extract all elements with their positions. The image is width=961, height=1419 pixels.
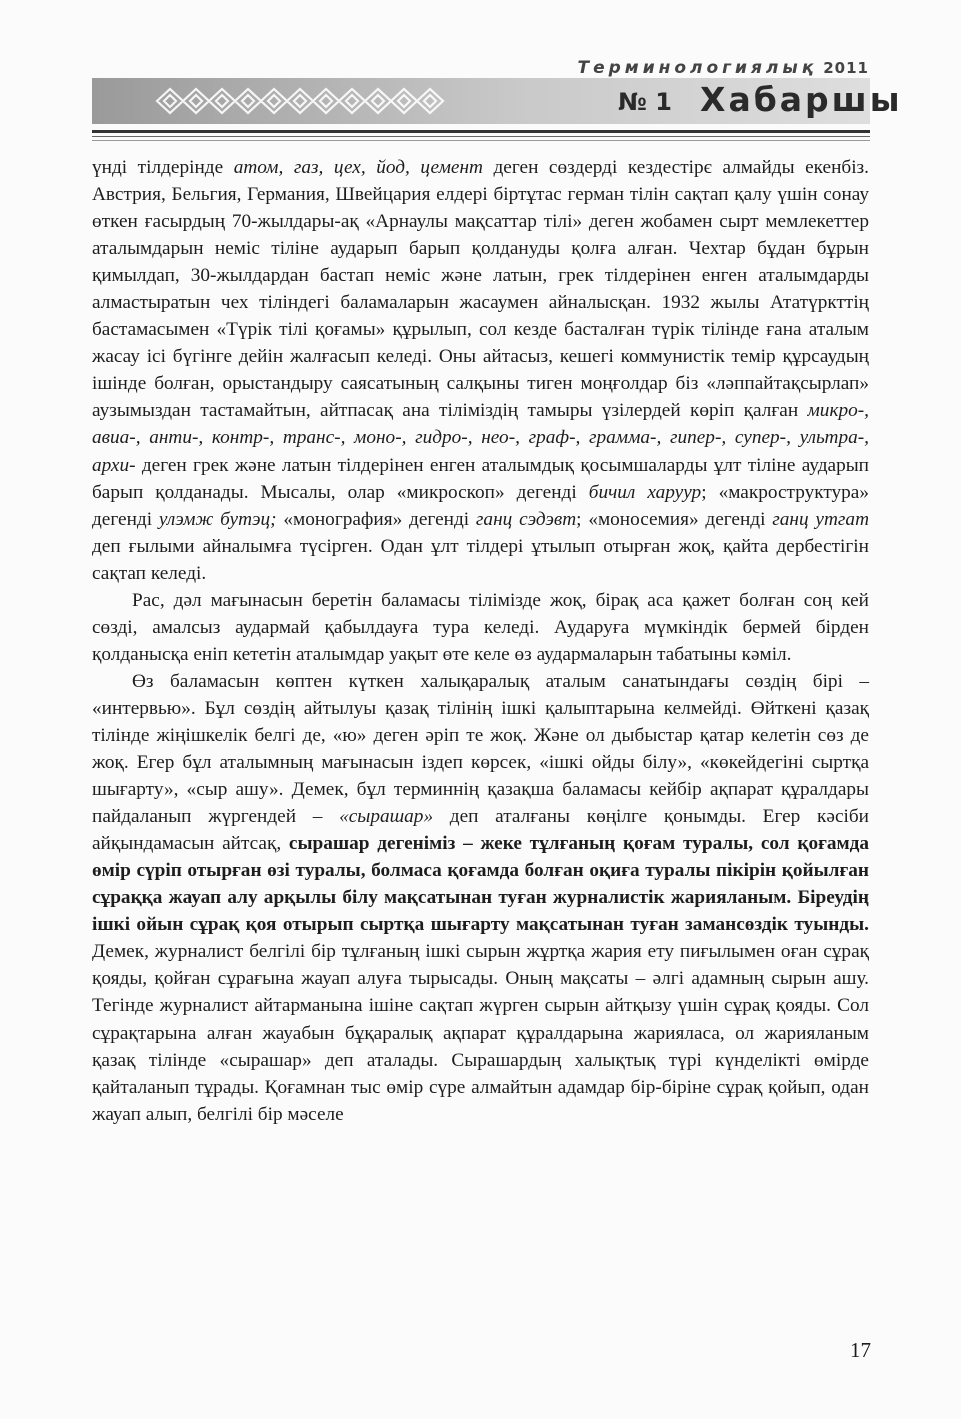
text-run: Өз баламасын көптен күткен халықаралық аталым санатындағы сөздің бірі – «интервью». Бұл сөздің айтылуы қазақ тілінің ішкі қалыптарына келмейді. Өйткені қазақ тілінде жіңішкелік белгі де, «ю» деген әріп те жоқ. Және ол дыбыстар қатар келетін сөз де жоқ. Егер бұл аталымның мағынасын іздеп көрсек, «ішкі ойды білу», «көкейдегіні сыртқа шығарту», «сыр ашу». Демек, бұл терминнің қазақша баламасы кейбір ақпарат құралдары пайдаланып жүргендей – [92,670,869,828]
text-run: «монография» дегенді [276,508,476,530]
journal-title-top [578,58,869,78]
header-rule [92,130,870,133]
text-run: деген сөздерді кездестірє алмайды екенбіз. Австрия, Бельгия, Германия, Швейцария елдері біртұтас герман тілін сақтап қалу үшін сонау өткен ғасырдың 70-жылдары-ақ «Арнаулы мақсаттар тілі» деген жобамен сырт мемлекеттер аталымдарын неміс тіліне аударып барып қолдануды қолға алған. Чехтар бұдан бұрын қимылдап, 30-жылдардан бастап неміс және латын, грек тілдерінен енген аталымдарды алмастыратын чех тіліндегі баламаларын жасаумен айналысқан. 1932 жылы Ататүркттің бастамасымен «Түрік тілі қоғамы» құрылып, сол кезде басталған түрік тілінде ғана аталым жасау ісі бүгінге дейін жалғасып келеді. Оны айтасыз, кешегі коммунистік темір құрсаудың ішінде болған, орыстандыру саясатының салқыны тиген моңғолдар біз «ләппайтақсырлап» аузымыздан тастамайтын, айтпасақ ана тіліміздің тамыры үзілердей көріп қалған [92,157,869,422]
italic-run: ганц сэдэвт [475,508,577,530]
journal-word: Терминологиялық [577,58,818,78]
paragraph-1 [92,154,869,587]
text-run: ; «макроструктура» дегенді [92,481,869,530]
bold-run: сырашар дегеніміз – жеке тұлғаның қоғам туралы, сол қоғамда өмір сүріп отырған өзі туралы, болмаса қоғамда болған оқиға туралы пікірін қойылған сұраққа жауап алу арқылы білу мақсатынан туған журналистік жарияланым. Біреудің ішкі ойын сұрақ қоя отырып сыртқа шығарту мақсатынан туған замансөздік туынды. [92,833,870,936]
article-body [92,154,869,1128]
paragraph-3 [92,668,869,1128]
header-rule [92,136,870,137]
italic-run: микро-, авиа-, анти-, контр-, транс-, моно-, гидро-, нео-, граф-, грамма-, гипер-, супер-, ультра-, архи- [92,400,869,476]
italic-run: атом, газ, цех, йод, цемент [233,157,483,178]
header-rule [92,140,870,141]
journal-year: 2011 [823,59,869,77]
text-run: Демек, журналист белгілі бір тұлғаның ішкі сырын жұртқа жария ету пиғылымен оған сұрақ қояды, қойған сұрағына жауап алуға тырысады. Оның мақсаты – әлгі адамның сырын ашу. Тегінде журналист айтарманына ішіне сақтап жүрген сырын айтқызу үшін сұрақ қояды. Сол сұрақтарына алған жауабын бұқаралық ақпарат құралдарына жарияласа, ол жарияланым қазақ тілінде «сырашар» деп аталады. Сырашардың халықтық түрі күнделікті өмірде қайталанып тұрады. Қоғамнан тыс өмір сүре алмайтын адамдар бір-біріне сұрақ қойып, одан жауап алып, белгілі бір мәселе [92,941,869,1125]
text-run: деген грек және латын тілдерінен енген аталымдық қосымшаларды ұлт тіліне аударып барып қолданады. Мысалы, олар «микроскоп» дегенді [92,454,869,503]
text-run: деп аталғаны көңілге қонымды. Егер кәсіби айқындамасын айтсақ, [92,806,869,855]
paragraph-2: Рас, дәл мағынасын беретін баламасы тілімізде жоқ, бірақ аса қажет болған соң кей сөзді, амалсыз аудармай қабылдауға тура келеді. Аударуға мүмкіндік бермей бірден қолданысқа еніп кететін аталымдар уақыт өте келе өз аудармаларын табатыны кәміл. [92,589,869,665]
journal-name: Хабаршы [700,80,903,119]
text-run: үнді тілдерінде [92,157,234,178]
issue-number: № 1 [618,88,672,116]
text-run: деп ғылыми айналымға түсірген. Одан ұлт тілдері ұтылып отырған жоқ, қайта дербестігін сақтап келеді. [92,535,869,584]
italic-run: бичил харуур [588,481,702,503]
italic-run: «сырашар» [339,806,434,828]
italic-run: ганц утгат [772,508,869,530]
ornament-icon [152,84,452,118]
text-run: ; «моносемия» дегенді [576,508,773,530]
page-number: 17 [850,1338,871,1362]
italic-run: улэмж бутэц; [158,508,277,530]
